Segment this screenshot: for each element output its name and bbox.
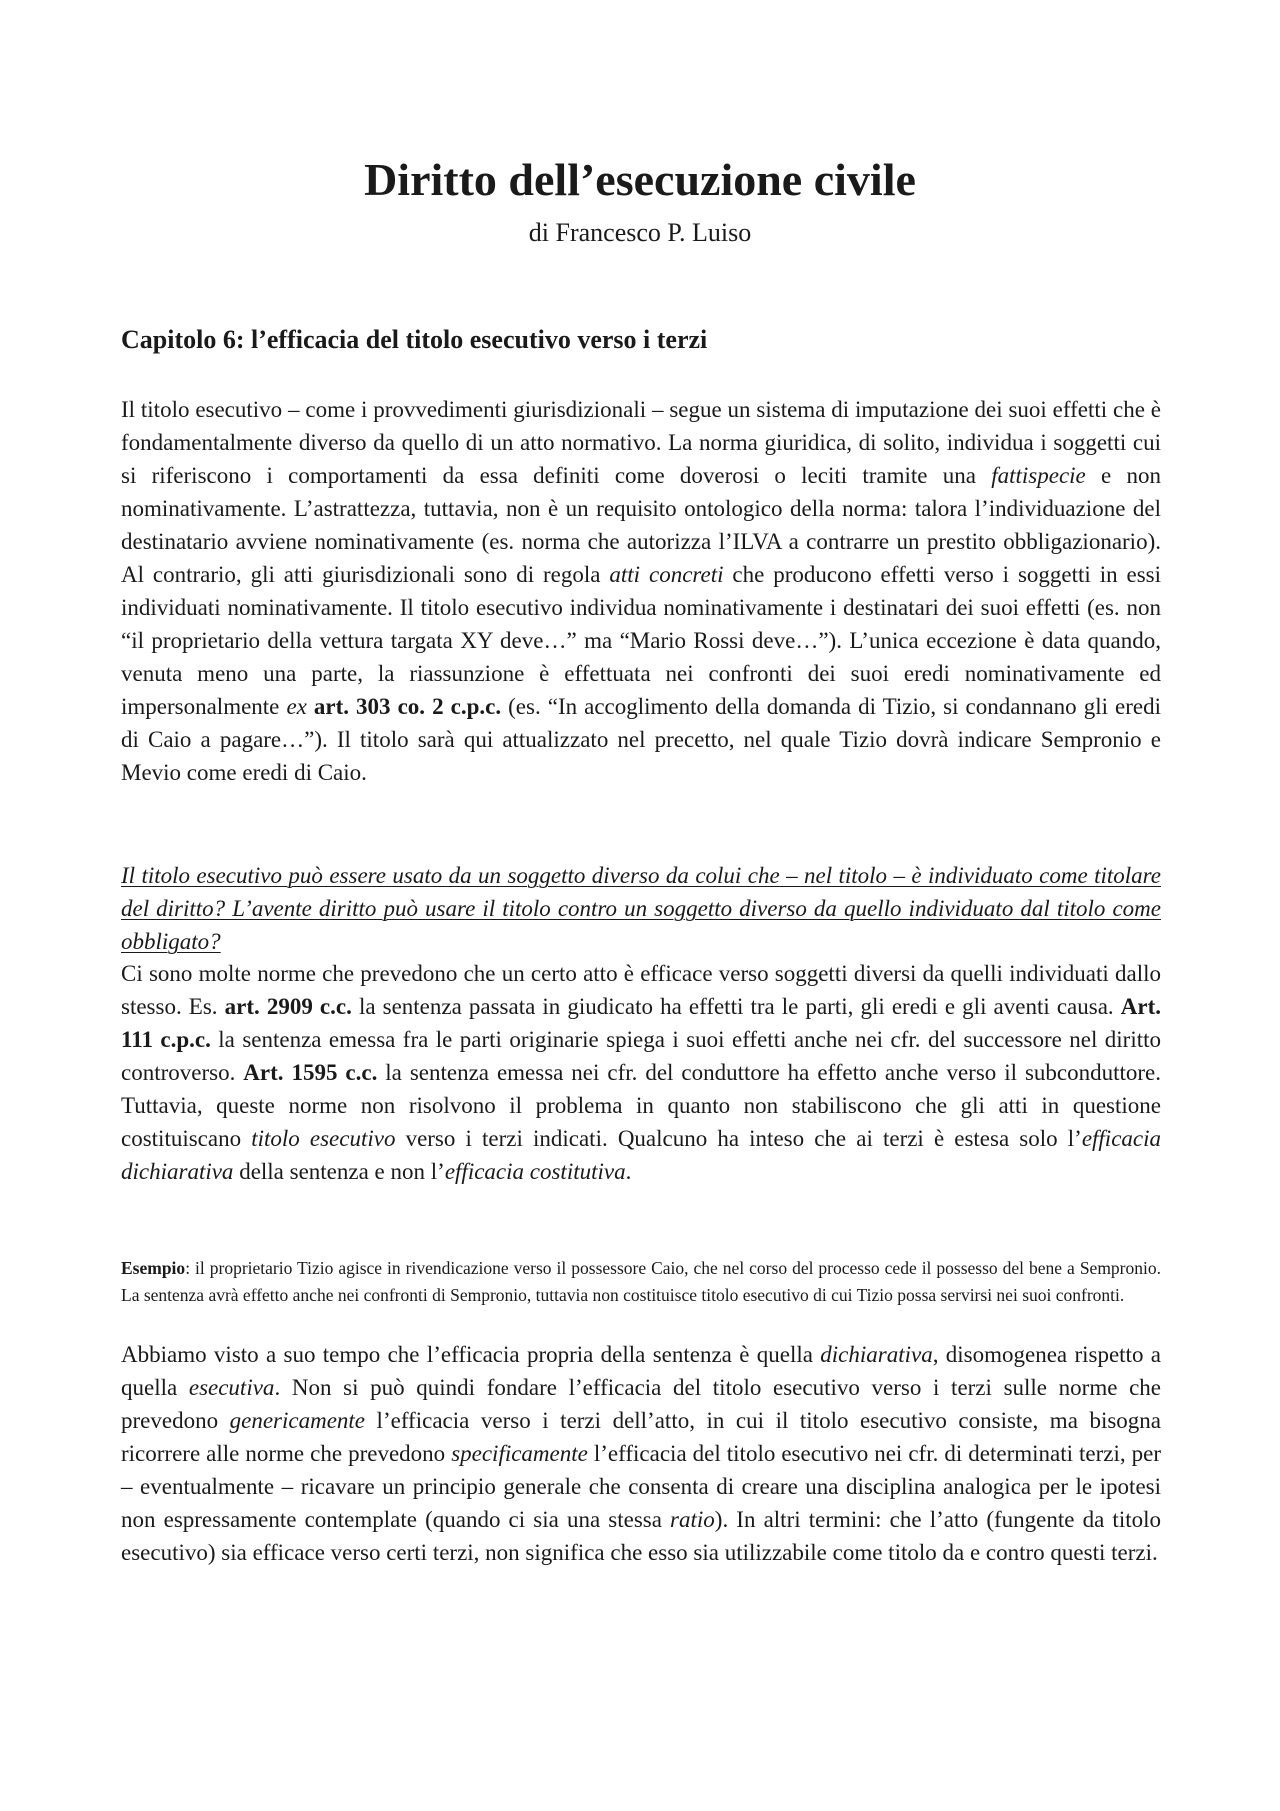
document-title: Diritto dell’esecuzione civile [364, 154, 916, 205]
term-efficacia-dichiarativa: efficacia dichiarativa [121, 1126, 1161, 1184]
term-titolo-esecutivo: titolo esecutivo [251, 1126, 396, 1151]
paragraph-conclusion: Abbiamo visto a suo tempo che l’efficacia propria della sentenza è quella dichiarativa, disomogenea rispetto a quella esecutiva. Non si può quindi fondare l’efficacia del titolo esecutivo verso i terzi sulle norme che prevedono genericamente l’efficacia verso i terzi dell’atto, in cui il titolo esecutivo consiste, ma bisogna ricorrere alle norme che prevedono specificamente l’efficacia del titolo esecutivo nei cfr. di determinati terzi, per – eventualmente – ricavare un principio generale che consenta di creare una disciplina analogica per le ipotesi non espressamente contemplate (quando ci sia una stessa ratio). In altri termini: che l’atto (fungente da titolo esecutivo) sia efficace verso certi terzi, non significa che esso sia utilizzabile come titolo da e contro questi terzi. [121, 1342, 1162, 1565]
section-question: Il titolo esecutivo può essere usato da un soggetto diverso da colui che – nel titolo – è individuato come titolare del diritto? L’avente diritto può usare il titolo contro un soggetto diverso da quello individuato dal titolo come obbligato? [121, 863, 1161, 954]
example-text: : il proprietario Tizio agisce in rivendicazione verso il possessore Caio, che nel corso del processo cede il possesso del bene a Sempronio. La sentenza avrà effetto anche nei confronti di Sempronio, tuttavia non costituisce titolo esecutivo di cui Tizio possa servirsi nei suoi confronti. [121, 1258, 1161, 1305]
term-atti-concreti: atti concreti [609, 562, 724, 587]
term-esecutiva: esecutiva [188, 1375, 275, 1400]
ref-art-111: Art. 111 c.p.c. [121, 994, 1161, 1052]
ref-art-303: art. 303 co. 2 c.p.c. [313, 694, 502, 719]
example-label: Esempio [121, 1258, 186, 1278]
ref-art-1595: Art. 1595 c.c. [243, 1060, 378, 1085]
term-specificamente: specificamente [451, 1441, 588, 1466]
paragraph-norms: Ci sono molte norme che prevedono che un certo atto è efficace verso soggetti diversi da quelli individuati dallo stesso. Es. art. 2909 c.c. la sentenza passata in giudicato ha effetti tra le parti, gli eredi e gli aventi causa. Art. 111 c.p.c. la sentenza emessa fra le parti originarie spiega i suoi effetti anche nei cfr. del successore nel diritto controverso. Art. 1595 c.c. la sentenza emessa nei cfr. del conduttore ha effetto anche verso il subconduttore. Tuttavia, queste norme non risolvono il problema in quanto non stabiliscono che gli atti in questione costituiscano titolo esecutivo verso i terzi indicati. Qualcuno ha inteso che ai terzi è estesa solo l’efficacia dichiarativa della sentenza e non l’efficacia costitutiva. [121, 961, 1162, 1184]
term-ratio: ratio [670, 1507, 715, 1532]
ref-art-2909: art. 2909 c.c. [224, 994, 352, 1019]
chapter-heading: Capitolo 6: l’efficacia del titolo esecutivo verso i terzi [121, 325, 708, 354]
term-efficacia-costitutiva: efficacia costitutiva [444, 1159, 626, 1184]
term-ex: ex [286, 694, 307, 719]
term-fattispecie: fattispecie [991, 463, 1086, 488]
term-dichiarativa: dichiarativa [820, 1342, 933, 1367]
example-box [121, 1255, 1161, 1309]
document-author: di Francesco P. Luiso [528, 218, 752, 247]
paragraph-imputation: Il titolo esecutivo – come i provvedimenti giurisdizionali – segue un sistema di imputazione dei suoi effetti che è fondamentalmente diverso da quello di un atto normativo. La norma giuridica, di solito, individua i soggetti cui si riferiscono i comportamenti da essa definiti come doverosi o leciti tramite una fattispecie e non nominativamente. L’astrattezza, tuttavia, non è un requisito ontologico della norma: talora l’individuazione del destinatario avviene nominativamente (es. norma che autorizza l’ILVA a contrarre un prestito obbligazionario). Al contrario, gli atti giurisdizionali sono di regola atti concreti che producono effetti verso i soggetti in essi individuati nominativamente. Il titolo esecutivo individua nominativamente i destinatari dei suoi effetti (es. non “il proprietario della vettura targata XY deve…” ma “Mario Rossi deve…”). L’unica eccezione è data quando, venuta meno una parte, la riassunzione è effettuata nei confronti dei suoi eredi nominativamente ed impersonalmente ex art. 303 co. 2 c.p.c. (es. “In accoglimento della domanda di Tizio, si condannano gli eredi di Caio a pagare…”). Il titolo sarà qui attualizzato nel precetto, nel quale Tizio dovrà indicare Sempronio e Mevio come eredi di Caio. [121, 397, 1161, 785]
term-genericamente: genericamente [229, 1408, 366, 1433]
